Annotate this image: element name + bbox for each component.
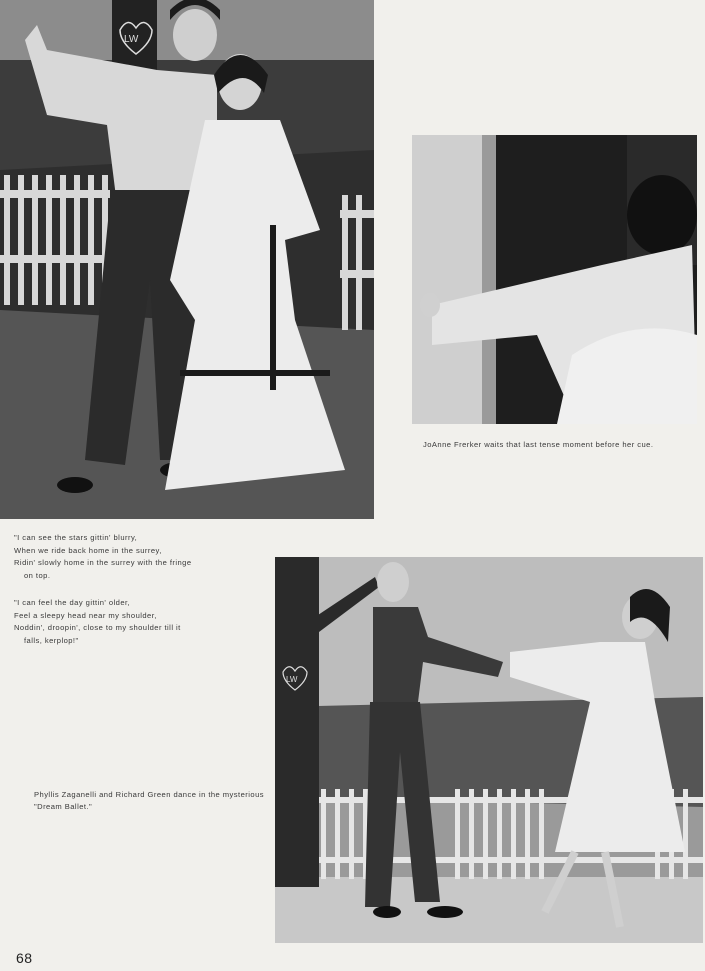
photo-dream-ballet: [275, 557, 703, 943]
lyric-line: "I can feel the day gittin' older,: [14, 598, 131, 607]
heart-carving-text: LW: [124, 34, 139, 45]
lyrics-verse-2: [14, 597, 254, 648]
lyric-line: falls, kerplop!": [24, 636, 79, 646]
lyrics-verse-1: [14, 532, 254, 583]
caption-dream-ballet: Phyllis Zaganelli and Richard Green dance in the mysterious "Dream Ballet.": [34, 790, 264, 811]
lyric-line: When we ride back home in the surrey,: [14, 545, 162, 555]
photo-stage-couple: [0, 0, 374, 519]
photo-joanne-waiting: [412, 135, 697, 424]
lyric-line: Feel a sleepy head near my shoulder,: [14, 610, 157, 620]
lyric-line: "I can see the stars gittin' blurry,: [14, 533, 138, 542]
lyric-line: Noddin', droopin', close to my shoulder till it: [14, 623, 181, 633]
lyric-line: on top.: [24, 571, 51, 581]
page-number: 68: [16, 950, 33, 966]
heart-carving-text: LW: [286, 675, 298, 684]
caption-joanne: JoAnne Frerker waits that last tense moment before her cue.: [423, 440, 654, 449]
lyric-line: Ridin' slowly home in the surrey with the fringe: [14, 558, 192, 568]
